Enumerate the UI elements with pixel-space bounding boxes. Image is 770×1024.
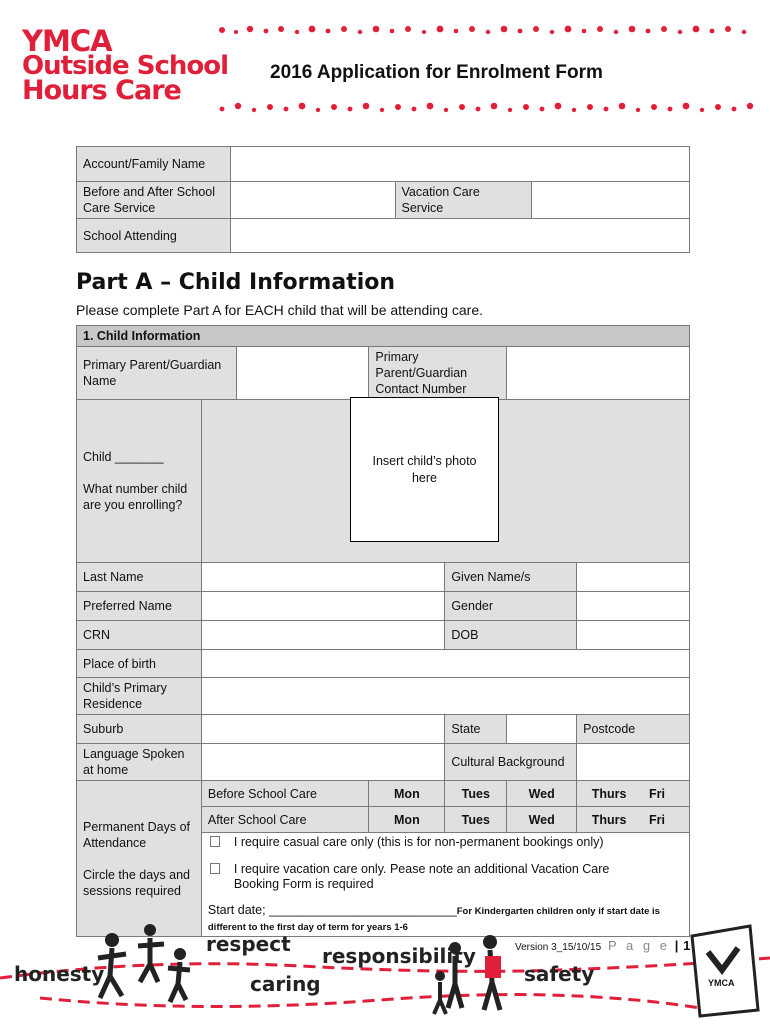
cultural-background-label: Cultural Background [445,744,577,781]
school-attending-label: School Attending [77,219,231,253]
last-name-label: Last Name [77,563,202,592]
primary-parent-contact-label [369,347,507,400]
after-tues[interactable]: Tues [445,807,507,833]
after-thurs-fri [577,807,690,833]
given-names-field[interactable] [577,563,690,592]
preferred-name-field[interactable] [201,592,444,621]
primary-parent-name-field[interactable] [236,347,369,400]
vacation-care-label [395,182,532,219]
checkbox-icon[interactable] [210,863,220,874]
before-fri[interactable]: Fri [649,786,666,801]
page-number: 1 [683,938,691,953]
before-after-line-2: Care Service [83,201,156,215]
circle-line-1: Circle the days and [83,867,191,882]
primary-residence-field[interactable] [201,678,689,715]
before-thurs-fri [577,781,690,807]
before-after-school-label [77,182,231,219]
residence-line-2: Residence [83,697,143,711]
logo-line-2: Outside School [22,50,229,81]
state-label: State [445,715,507,744]
primary-parent-name-label [77,347,237,400]
postcode-label: Postcode [577,715,690,744]
after-school-care-label: After School Care [201,807,369,833]
child-label: Child _______ [83,450,164,464]
language-label [77,744,202,781]
photo-line-1: Insert child’s photo [372,454,477,469]
gender-field[interactable] [577,592,690,621]
page-separator: | [674,938,679,953]
account-family-name-field[interactable] [230,147,689,182]
value-honesty: honesty [14,962,105,986]
vacation-care-field[interactable] [532,182,690,219]
start-date-label[interactable]: Start date; ___________________________ [207,903,457,917]
document-title: 2016 Application for Enrolment Form [270,62,603,83]
account-family-name-label: Account/Family Name [77,147,231,182]
version-text: Version 3_15/10/15 [515,942,602,953]
part-a-instruction: Please complete Part A for EACH child that will be attending care. [76,302,483,318]
preferred-name-label: Preferred Name [77,592,202,621]
crn-field[interactable] [201,621,444,650]
vacation-care-line-1: Vacation Care [401,185,480,199]
dob-label: DOB [445,621,577,650]
vacation-option-line-1: I require vacation care only. Pease note an additional Vacation Care [233,862,610,876]
gender-label: Gender [445,592,577,621]
crn-label: CRN [77,621,202,650]
primary-contact-line-1: Primary Parent/Guardian [375,350,468,380]
logo-line-3: Hours Care [22,74,181,106]
after-wed[interactable]: Wed [507,807,577,833]
vacation-care-line-2: Service [401,201,444,215]
after-mon[interactable]: Mon [369,807,445,833]
ymca-badge-text: YMCA [708,978,735,988]
kindy-note-line-2: different to the first day of term for years 1-6 [207,922,408,934]
days-line-2: Attendance [83,835,147,850]
school-attending-field[interactable] [230,219,689,253]
language-line-2: at home [83,763,129,777]
primary-contact-line-2: Contact Number [375,382,467,396]
kindy-note-line-1: For Kindergarten children only if start date is [456,906,660,917]
primary-name-line-1: Primary Parent/Guardian [83,358,222,372]
primary-name-line-2: Name [83,374,117,388]
residence-line-1: Child’s Primary [83,681,167,695]
before-after-school-field[interactable] [230,182,395,219]
suburb-label: Suburb [77,715,202,744]
circle-line-2: sessions required [83,883,181,898]
before-after-line-1: Before and After School [83,185,216,199]
value-caring: caring [250,972,321,996]
primary-residence-label [77,678,202,715]
photo-line-2: here [411,470,438,485]
vacation-care-option[interactable] [208,862,683,892]
suburb-field[interactable] [201,715,444,744]
before-tues[interactable]: Tues [445,781,507,807]
before-mon[interactable]: Mon [369,781,445,807]
casual-care-text: I require casual care only (this is for non-permanent bookings only) [233,835,604,849]
number-line-2: are you enrolling? [83,498,183,512]
child-number-label [77,400,202,563]
footer-values-banner [0,918,770,1024]
before-thurs[interactable]: Thurs [591,786,627,801]
page-word: P a g e [607,938,670,953]
checkbox-icon[interactable] [210,836,220,847]
footer-decoration [0,918,770,1024]
value-respect: respect [206,932,291,956]
dob-field[interactable] [577,621,690,650]
value-responsibility: responsibility [322,944,476,968]
state-field[interactable] [507,715,577,744]
after-fri[interactable]: Fri [649,812,666,827]
account-table [76,146,690,253]
place-of-birth-field[interactable] [201,650,689,678]
last-name-field[interactable] [201,563,444,592]
vacation-option-line-2: Booking Form is required [233,877,374,891]
before-wed[interactable]: Wed [507,781,577,807]
value-safety: safety [524,962,595,986]
section-title: 1. Child Information [77,326,690,347]
after-thurs[interactable]: Thurs [591,812,627,827]
place-of-birth-label: Place of birth [77,650,202,678]
logo-line-1: YMCA [22,24,112,58]
casual-care-option[interactable] [208,835,683,850]
given-names-label: Given Name/s [445,563,577,592]
number-line-1: What number child [83,482,188,496]
before-school-care-label: Before School Care [201,781,369,807]
language-field[interactable] [201,744,444,781]
permanent-days-label [77,781,202,937]
primary-parent-contact-field[interactable] [507,347,690,400]
ymca-oshc-logo [22,24,234,106]
language-line-1: Language Spoken [83,747,185,761]
days-line-1: Permanent Days of [83,819,190,834]
cultural-background-field[interactable] [577,744,690,781]
part-a-heading: Part A – Child Information [76,270,396,295]
child-photo-box[interactable] [350,397,499,542]
version-footer [515,938,690,953]
